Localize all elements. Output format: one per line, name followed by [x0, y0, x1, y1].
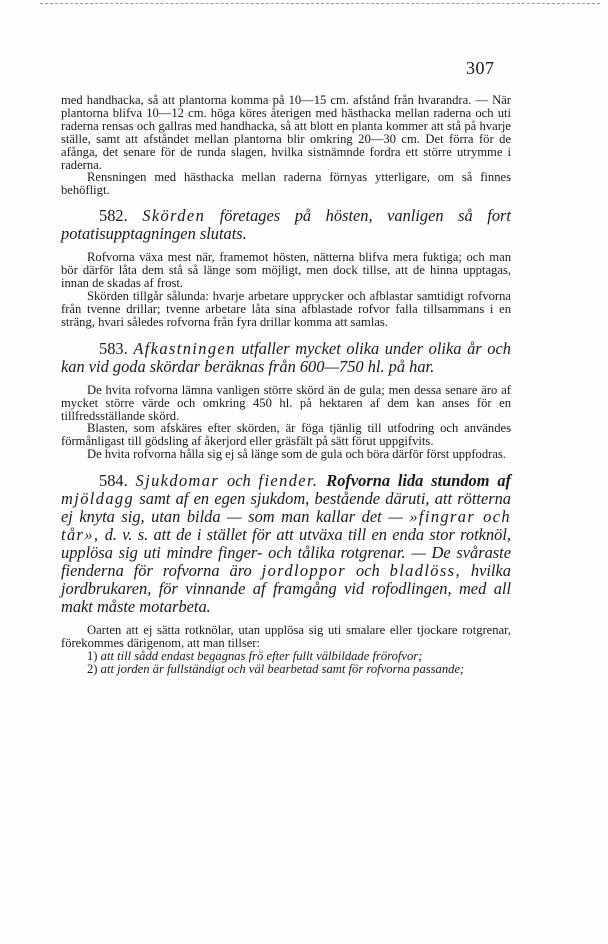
list-item-text: att till sådd endast begagnas frö efter fullt välbildade frörofvor;	[100, 648, 423, 663]
section-583-heading	[61, 340, 511, 376]
section-584-keyword-3: mjöldagg	[61, 489, 135, 509]
section-584-keyword-4: »fingrar och tår»,	[61, 507, 511, 545]
section-584-keyword-1: Sjukdomar	[135, 471, 220, 491]
section-584-keyword-6: bladlöss,	[389, 561, 461, 581]
section-583-number: 583.	[99, 338, 128, 358]
intro-paragraph-2: Rensningen med hästhacka mellan raderna förnyas ytterligare, om så finnes behöfligt.	[61, 170, 511, 198]
section-584-text-1: och	[227, 471, 251, 491]
section-582-number: 582.	[99, 206, 128, 226]
section-582-keyword: Skörden	[142, 206, 206, 226]
section-584-text-2: Rofvorna lida stundom af	[326, 471, 511, 491]
section-584-keyword-2: fiender.	[258, 471, 319, 491]
list-item-marker: 1)	[87, 648, 98, 663]
section-584-text-3: samt af en egen sjukdom, bestående däruti, att rötterna ej knyta sig, utan bilda — som man kallar det —	[61, 489, 511, 527]
section-584-text-6: hvilka jordbrukaren, för vinnande af framgång vid rofodlingen, med all makt måste motarbeta.	[61, 561, 511, 617]
section-582-heading-text: företages på hösten, vanligen så fort potatisupptagningen slutats.	[61, 206, 511, 244]
section-584-heading	[61, 472, 511, 616]
list-item	[61, 663, 511, 676]
list-item-marker: 2)	[87, 661, 98, 676]
page-body	[61, 94, 511, 676]
section-584-paragraph-1: Oarten att ej sätta rotknölar, utan upplösa sig uti smalare eller tjockare rotgrenar, förekommes därigenom, att man tillser:	[61, 623, 511, 651]
page-number: 307	[466, 58, 495, 78]
section-583-paragraph-2: Blasten, som afskäres efter skörden, är föga tjänlig till utfodring och användes förmånligast till gödsling af åkerjord eller gräsfält på sätt förut uppgifvits.	[61, 421, 511, 449]
section-583-paragraph-3: De hvita rofvorna hålla sig ej så länge som de gula och böra därför först uppfodras.	[87, 447, 506, 462]
section-584-text-5: och	[356, 561, 380, 581]
section-584-text-4: d. v. s. att de i stället för att utväxa till en enda stor rotknöl, upplösa sig uti mindre finger- och tålika rotgrenar. — De svåraste fienderna för rofvorna äro	[61, 525, 511, 581]
section-582-paragraph-1: Rofvorna växa mest när, framemot hösten, nätterna blifva mera fuktiga; och man bör därför låta dem stå så länge som möjligt, men dock tillse, att de hinna upptagas, innan de skadas af frost.	[61, 250, 511, 291]
section-582-paragraph-2: Skörden tillgår sålunda: hvarje arbetare upprycker och afblastar samtidigt rofvorna från tvenne drillar; tvenne arbetare låta sina afblastade rofvor falla tillsammans i en sträng, hvari således rofvorna från fyra drillar komma att samlas.	[61, 288, 511, 329]
section-583-keyword: Afkastningen	[133, 338, 236, 358]
intro-paragraph-1: med handhacka, så att plantorna komma på 10—15 cm. afstånd från hvarandra. — När plantorna blifva 10—12 cm. höga köres återigen med hästhacka mellan raderna och uti raderna rensas och gallras med handhacka, så att blott en planta kommer att stå på hvarje ställe, samt att afståndet mellan plantorna blir omkring 20—30 cm. Det förra för de afånga, det senare för de runda slagen, hvilka sistnämnde fordra ett större utrymme i raderna.	[61, 93, 511, 172]
section-583-paragraph-1: De hvita rofvorna lämna vanligen större skörd än de gula; men dessa senare äro af mycket större värde och omkring 450 hl. på hektaren af dem kan anses för en tillfredsställande skörd.	[61, 382, 511, 423]
section-582-heading	[61, 207, 511, 243]
section-584-keyword-5: jordloppor	[261, 561, 347, 581]
page-top-edge	[40, 3, 600, 4]
section-584-number: 584.	[99, 471, 128, 491]
section-583-heading-text: utfaller mycket olika under olika år och kan vid goda skördar beräknas från 600—750 hl. på har.	[61, 338, 511, 376]
list-item-text: att jorden är fullständigt och väl bearbetad samt för rofvorna passande;	[100, 661, 465, 676]
